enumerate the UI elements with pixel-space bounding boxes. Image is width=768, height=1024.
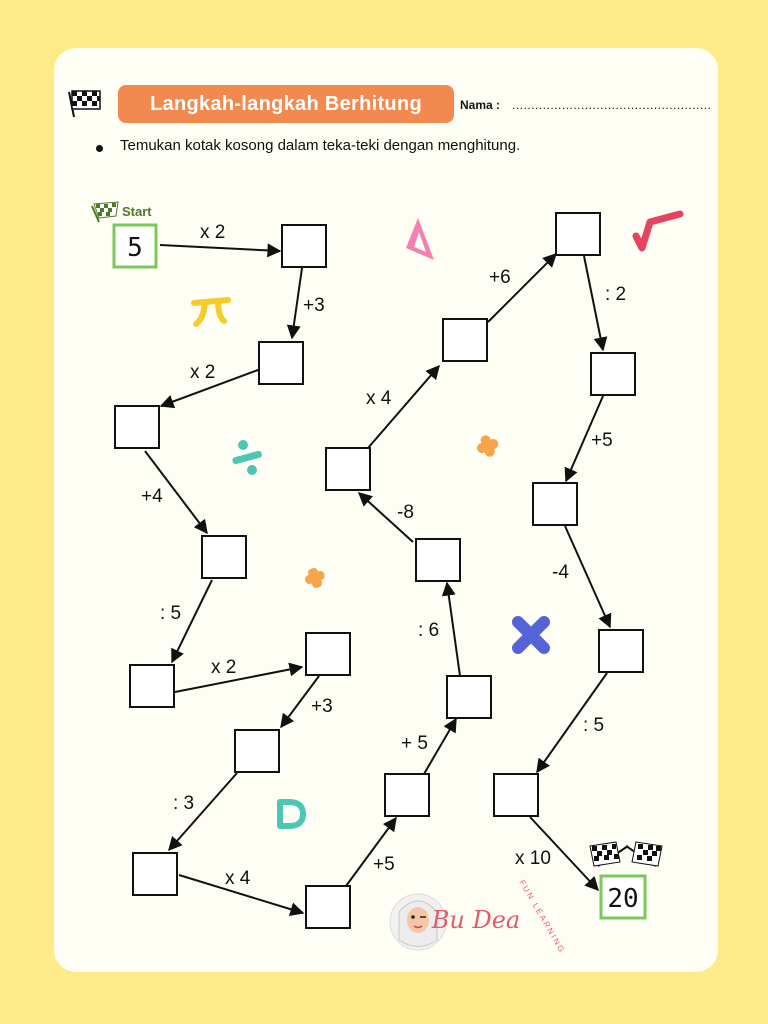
op-label: +5 bbox=[591, 430, 613, 451]
op-label: : 5 bbox=[160, 603, 182, 624]
answer-box[interactable] bbox=[447, 676, 491, 718]
answer-box[interactable] bbox=[202, 536, 246, 578]
answer-box[interactable] bbox=[533, 483, 577, 525]
end-value: 20 bbox=[607, 884, 639, 914]
op-label: : 3 bbox=[173, 793, 195, 814]
op-label: x 2 bbox=[200, 222, 226, 243]
square-root-icon bbox=[636, 214, 680, 248]
plus-orange-icon bbox=[474, 432, 502, 460]
answer-box[interactable] bbox=[443, 319, 487, 361]
answer-box[interactable] bbox=[115, 406, 159, 448]
finish-flags-icon bbox=[590, 842, 662, 866]
answer-box[interactable] bbox=[133, 853, 177, 895]
answer-box[interactable] bbox=[306, 886, 350, 928]
op-label: x 2 bbox=[211, 657, 237, 678]
op-label: : 2 bbox=[605, 284, 627, 305]
op-label: x 4 bbox=[366, 388, 392, 409]
start-flag-icon bbox=[92, 202, 118, 222]
instruction-text: Temukan kotak kosong dalam teka-teki dengan menghitung. bbox=[120, 137, 521, 154]
op-label: +6 bbox=[489, 267, 511, 288]
op-label: -8 bbox=[397, 502, 414, 523]
answer-box[interactable] bbox=[130, 665, 174, 707]
answer-box[interactable] bbox=[235, 730, 279, 772]
answer-box[interactable] bbox=[326, 448, 370, 490]
logo-tagline: FUN LEARNING bbox=[517, 878, 567, 956]
answer-box[interactable] bbox=[282, 225, 326, 267]
letter-d-icon bbox=[280, 802, 303, 826]
op-label: -4 bbox=[552, 562, 569, 583]
op-label: x 2 bbox=[190, 362, 216, 383]
answer-box[interactable] bbox=[259, 342, 303, 384]
answer-box[interactable] bbox=[591, 353, 635, 395]
answer-box[interactable] bbox=[599, 630, 643, 672]
author-logo bbox=[390, 878, 567, 955]
name-input-line[interactable]: .................................................... bbox=[512, 98, 712, 112]
start-value: 5 bbox=[127, 233, 143, 263]
answer-box[interactable] bbox=[416, 539, 460, 581]
plus-small-icon bbox=[302, 565, 328, 591]
op-label: x 10 bbox=[515, 848, 551, 869]
start-label: Start bbox=[122, 204, 152, 219]
answer-box[interactable] bbox=[385, 774, 429, 816]
answer-box[interactable] bbox=[306, 633, 350, 675]
logo-text: Bu Dea bbox=[431, 906, 521, 934]
op-label: : 6 bbox=[418, 620, 440, 641]
worksheet-title: Langkah-langkah Berhitung bbox=[118, 85, 454, 123]
divide-icon bbox=[232, 440, 263, 475]
pi-icon bbox=[194, 300, 228, 324]
op-label: x 4 bbox=[225, 868, 251, 889]
triangle-ruler-icon bbox=[406, 218, 434, 260]
op-label: : 5 bbox=[583, 715, 605, 736]
op-label: +4 bbox=[141, 486, 163, 507]
name-label: Nama : bbox=[460, 98, 501, 112]
op-label: + 5 bbox=[401, 733, 428, 754]
answer-box[interactable] bbox=[556, 213, 600, 255]
op-label: +3 bbox=[311, 696, 333, 717]
answer-box[interactable] bbox=[494, 774, 538, 816]
op-label: +5 bbox=[373, 854, 395, 875]
multiply-blue-icon bbox=[518, 622, 544, 648]
op-label: +3 bbox=[303, 295, 325, 316]
